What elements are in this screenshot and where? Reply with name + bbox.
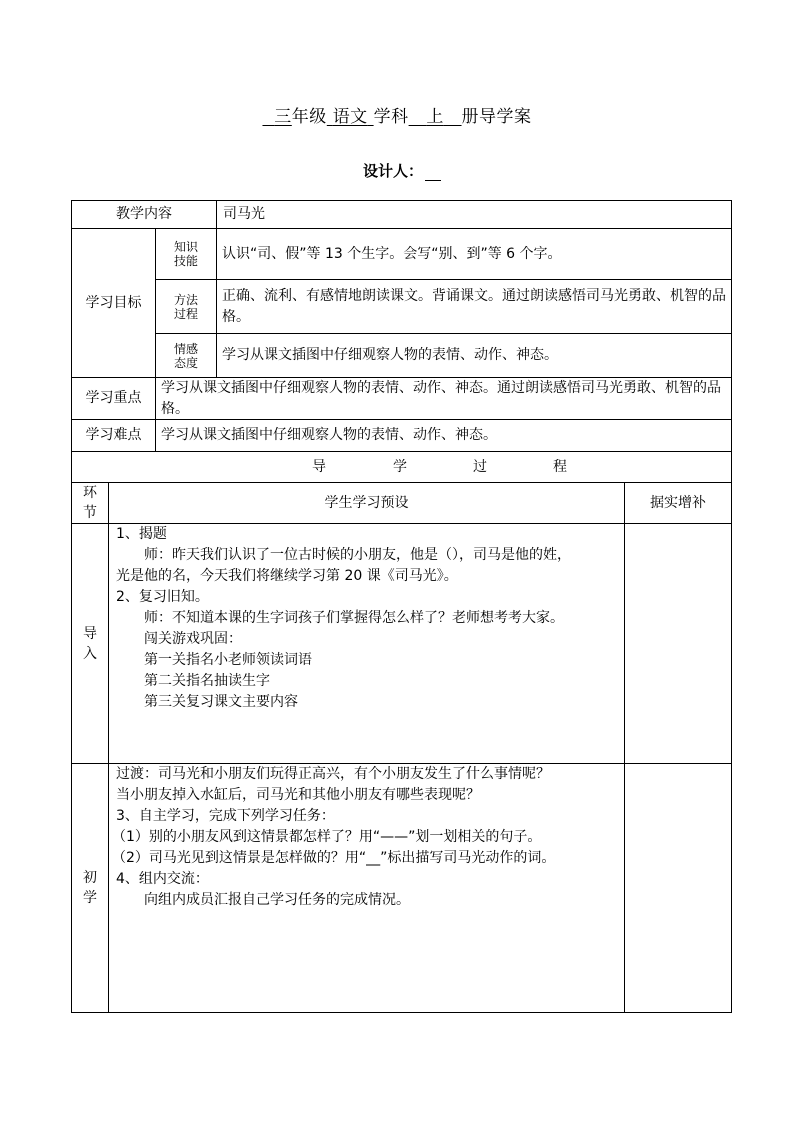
difficult-label: 学习难点 [85,427,142,443]
stage1-line-1: 1、揭题 [116,526,167,542]
goal-2-sublabel-line1: 方法 [173,292,198,307]
stage1-line-4: 2、复习旧知。 [116,589,209,605]
designer-label: 设计人： [363,162,424,180]
goals-label: 学习目标 [85,294,142,311]
table-border-right [731,200,732,1013]
content-label-cell [72,201,216,228]
stage2-line-5: （2）司马光见到这情景是怎样做的？用“__”标出描写司马光动作的词。 [112,850,556,866]
process-heading-char-4: 程 [553,459,567,475]
goal-3-sublabel-line2: 态度 [173,355,198,370]
col-preview-header-cell [109,483,624,523]
stage2-content [112,764,621,1012]
goal-1-sublabel-line1: 知识 [173,240,198,254]
stage1-label-cell [72,524,108,763]
content-label: 教学内容 [116,206,172,222]
stage2-label-cell [72,764,108,1012]
title-subject-suffix: 学科 [373,107,409,127]
content-value-cell [223,201,723,228]
key-label-cell [72,378,155,419]
goal-3-text: 学习从课文插图中仔细观察人物的表情、动作、神态。 [222,347,558,363]
stage2-line-2: 当小朋友掉入水缸后，司马光和其他小朋友有哪些表现呢？ [116,787,480,803]
title-grade-suffix: 年级 [291,107,327,127]
stage2-line-4: （1）别的小朋友风到这情景都怎样了？用“——”划一划相关的句子。 [112,829,542,845]
difficult-label-cell [72,420,155,451]
col-supplement-header: 据实增补 [650,494,706,511]
goal-1-sublabel-cell [156,229,216,279]
stage1-line-9: 第三关复习课文主要内容 [116,694,298,710]
stage1-line-5: 师：不知道本课的生字词孩子们掌握得怎么样了？老师想考考大家。 [116,610,564,626]
stage1-label: 导入 [83,625,97,662]
difficult-text: 学习从课文插图中仔细观察人物的表情、动作、神态。 [161,427,497,443]
page-title [0,106,794,128]
goal-2-text-cell [222,280,730,333]
goal-2-sublabel-line2: 过程 [173,306,198,321]
title-tail: 册导学案 [461,107,532,127]
goal-1-text-cell [222,229,730,279]
goal-1-text: 认识“司、假”等 13 个生字。会写“别、到”等 6 个字。 [222,245,562,262]
col-preview-header: 学生学习预设 [324,494,409,511]
designer-line [363,161,441,181]
col-content-divider [216,200,217,229]
col-stage-divider [108,482,109,1013]
title-volume: 上 [426,107,444,127]
col-supplement-divider [624,482,625,1013]
goal-2-text: 正确、流利、有感情地朗读课文。背诵课文。通过朗读感悟司马光勇敢、机智的品格。 [222,287,726,325]
goals-label-cell [72,229,155,377]
stage2-line-1: 过渡：司马光和小朋友们玩得正高兴，有个小朋友发生了什么事情呢？ [116,766,550,782]
goal-3-sublabel-cell [156,334,216,377]
goal-3-sublabel-line1: 情感 [173,341,198,356]
stage1-line-3: 光是他的名，今天我们将继续学习第 20 课《司马光》。 [116,568,458,584]
col-goal-sublabel-divider [216,228,217,378]
col-stage-header-cell [72,483,108,523]
stage1-line-2: 师：昨天我们认识了一位古时候的小朋友，他是（），司马是他的姓， [116,547,571,563]
stage1-line-7: 第一关指名小老师领读词语 [116,652,312,668]
content-value: 司马光 [223,206,265,222]
process-heading-cell [72,452,731,482]
title-grade: 三 [274,107,292,127]
designer-blank [425,166,441,181]
col-supplement-header-cell [625,483,731,523]
stage2-line-3: 3、自主学习，完成下列学习任务： [116,808,335,824]
stage1-line-8: 第二关指名抽读生字 [116,673,270,689]
key-text-cell [161,378,730,419]
stage2-label: 初学 [83,870,97,906]
stage1-content [116,524,621,763]
process-heading-char-2: 学 [393,459,407,475]
key-label: 学习重点 [85,390,142,406]
process-heading-char-3: 过 [473,459,487,475]
stage2-line-7: 向组内成员汇报自己学习任务的完成情况。 [116,892,410,908]
process-heading-char-1: 导 [312,459,326,475]
table-border-bottom [71,1012,732,1013]
stage2-line-6: 4、组内交流： [116,871,209,887]
goal-2-sublabel-cell [156,280,216,333]
goal-1-sublabel-line2: 技能 [173,254,198,268]
goal-3-text-cell [222,334,730,377]
key-text: 学习从课文插图中仔细观察人物的表情、动作、神态。通过朗读感悟司马光勇敢、机智的品格。 [161,379,721,417]
col-stage-header: 环节 [83,485,97,521]
difficult-text-cell [161,420,730,451]
title-subject: 语文 [332,107,368,127]
stage1-line-6: 闯关游戏巩固： [116,631,242,647]
